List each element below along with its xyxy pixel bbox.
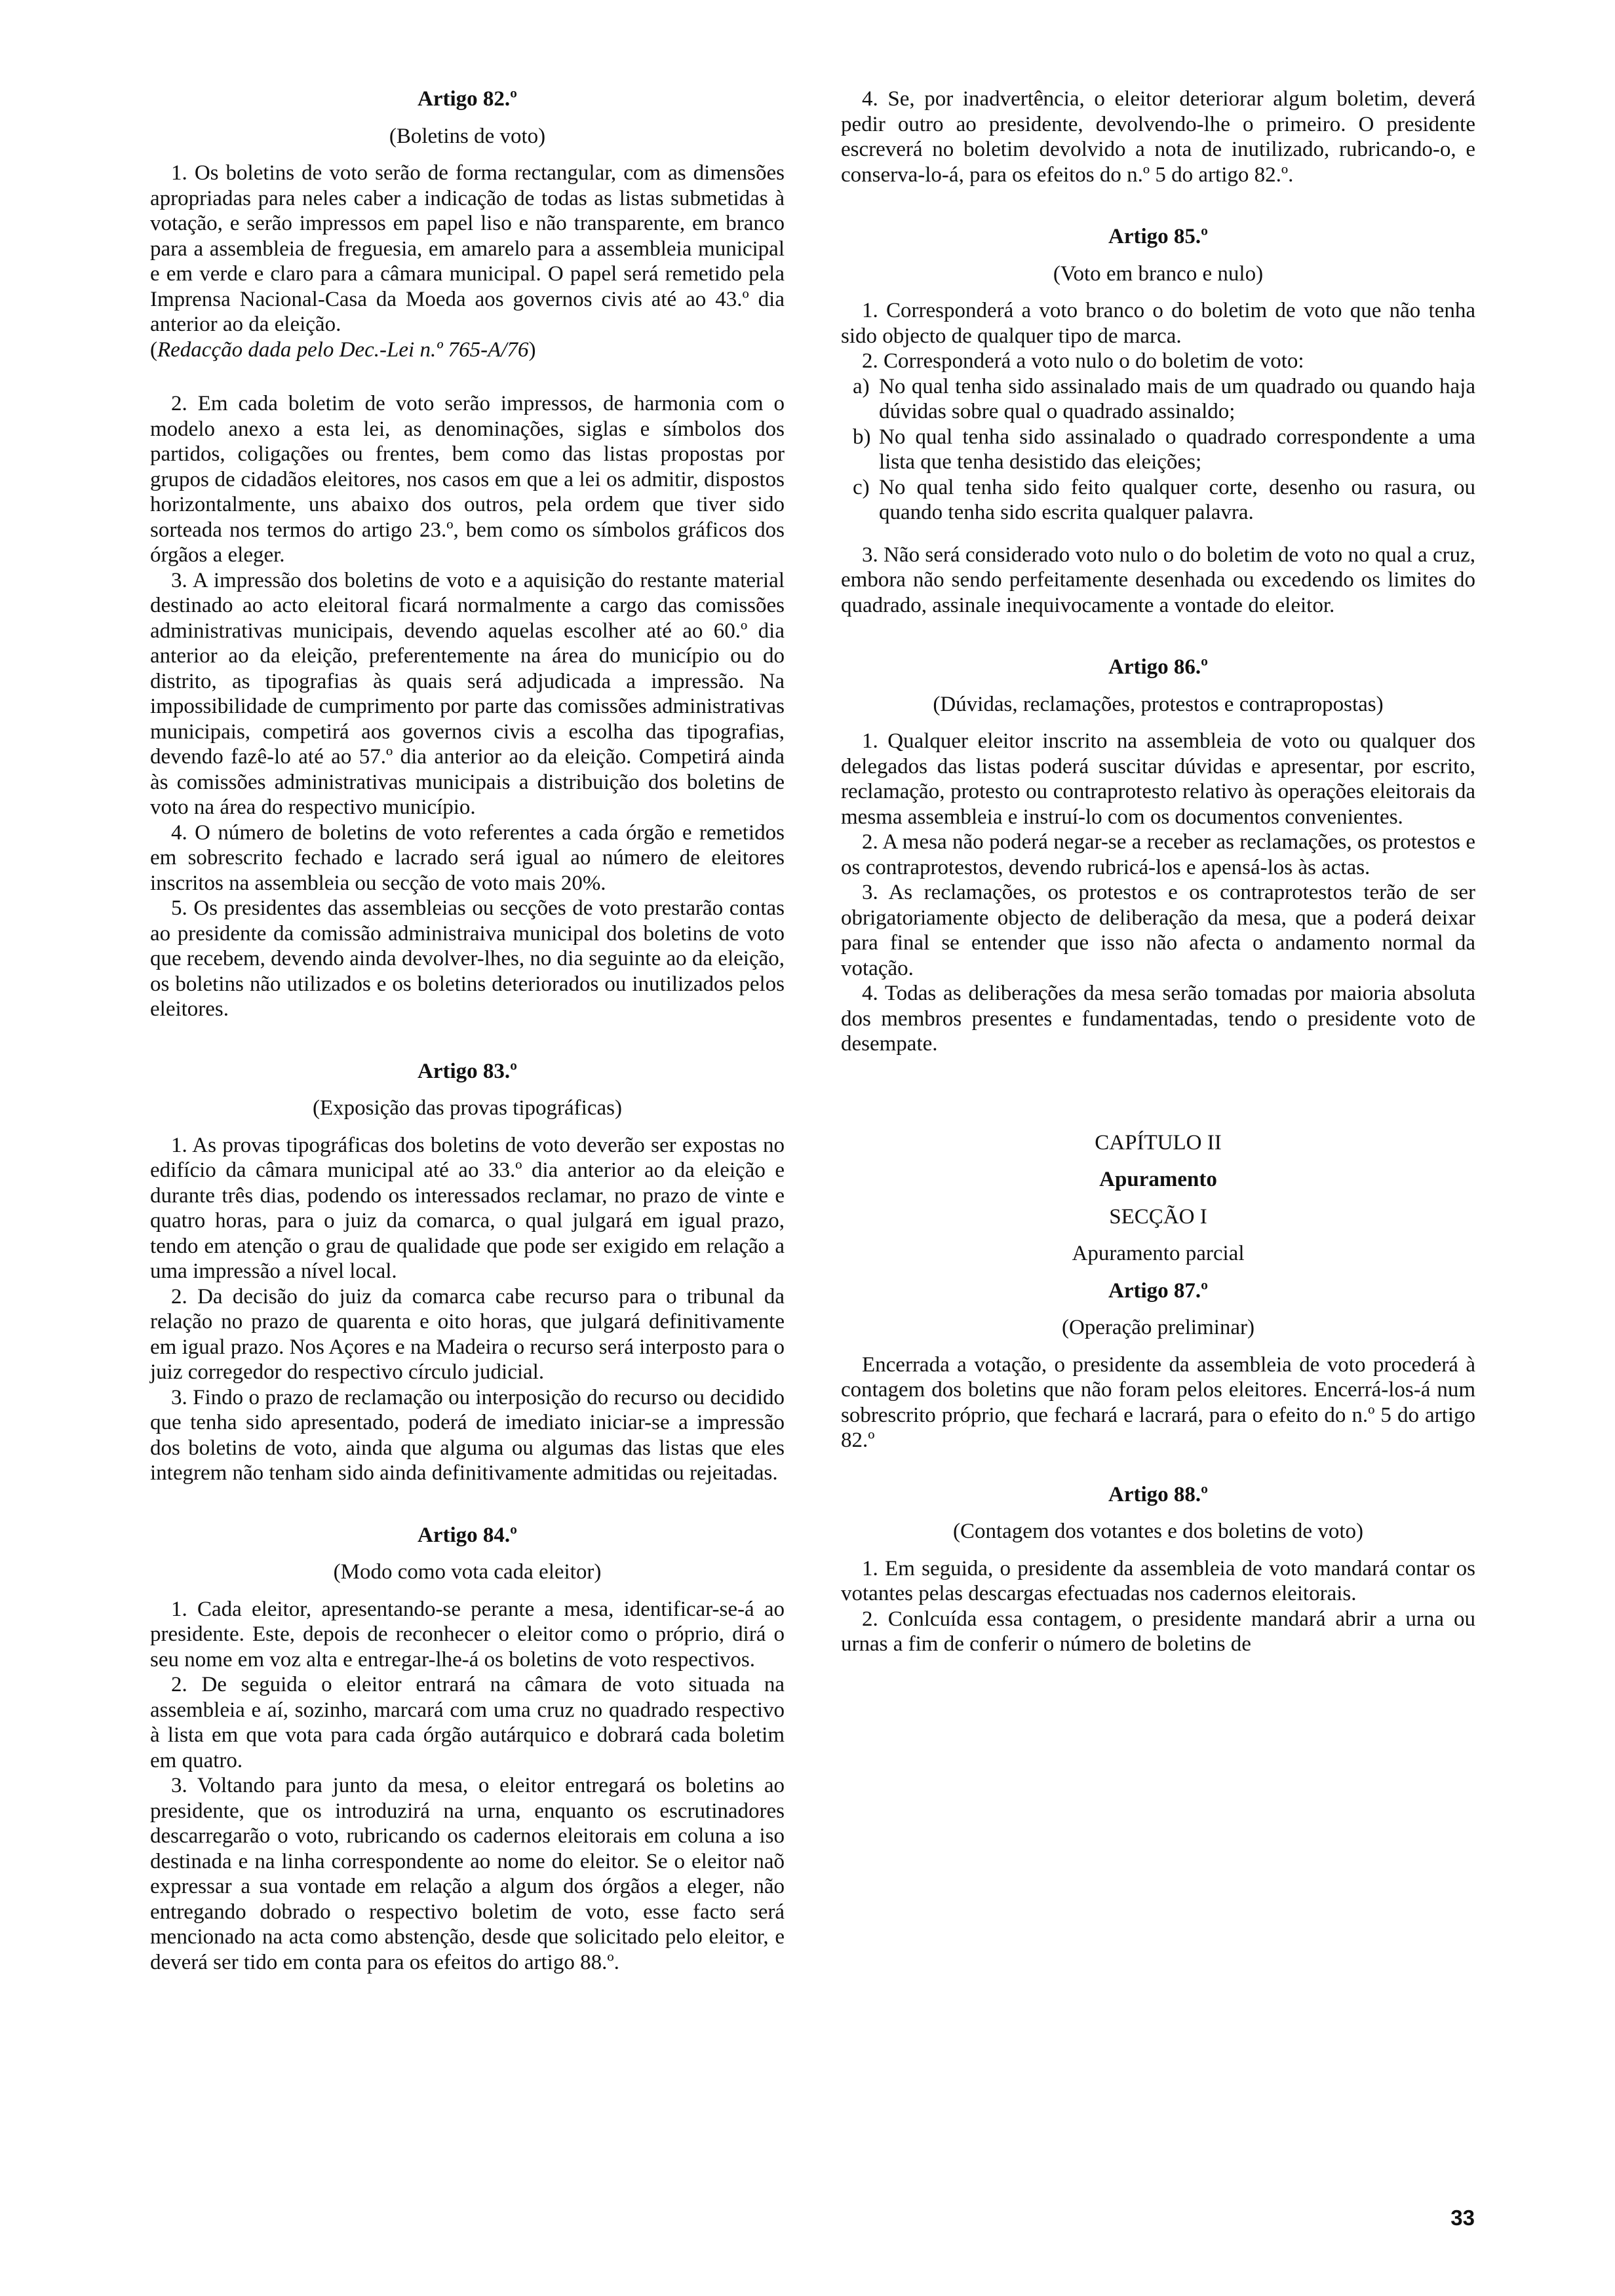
article-85-subtitle: ( Voto em branco e nulo ) [841,261,1475,287]
article-88-heading: Artigo 88.º [1108,1482,1209,1506]
item-marker: a) [853,374,870,398]
article-84-paragraph-2: 2. De seguida o eleitor entrará na câmara de voto situada na assembleia e aí, sozinho, marcará com uma cruz no quadrado respectivo à lista em que vota para cada órgão autárquico e dobrará cada boletim em quatro. [150,1673,785,1772]
article-83-paragraph-2: 2. Da decisão do juiz da comarca cabe recurso para o tribunal da relação no prazo de quarenta e oito horas, que julgará definitivamente em igual prazo. Nos Açores e na Madeira o recurso será interposto para o juiz corregedor do respectivo círculo judicial. [150,1284,785,1384]
article-87 [841,1278,1475,1453]
article-84-paragraph-3: 3. Voltando para junto da mesa, o eleitor entregará os boletins ao presidente, que os introduzirá na urna, enquanto os escrutinadores descarregarão o voto, rubricando os cadernos eleitorais em coluna a iso destinada e na linha correspondente ao nome do eleitor. Se o eleitor naõ expressar a sua vontade em relação a algum dos órgãos a eleger, não entregando dobrado o respectivo boletim de voto, esse facto será mencionado na acta como abstenção, desde que solicitado pelo eleitor, e deverá ser tido em conta para os efeitos do artigo 88.º. [150,1774,785,1974]
article-84-heading: Artigo 84.º [417,1523,518,1547]
article-85-heading: Artigo 85.º [1108,225,1209,248]
article-86-paragraph-2: 2. A mesa não poderá negar-se a receber as reclamações, os protestos e os contraprotestos, devendo rubricá-los e apensá-los às actas. [841,830,1475,879]
article-84 [150,1523,785,1976]
article-84-subtitle: ( Modo como vota cada eleitor ) [150,1559,785,1585]
article-83-paragraph-3: 3. Findo o prazo de reclamação ou interposição do recurso ou decidido que tenha sido apresentado, poderá de imediato iniciar-se a impressão dos boletins de voto, ainda que alguma ou algumas das listas que eles integrem não tenham sido ainda definitivamente admitidas ou rejeitadas. [150,1385,785,1485]
left-column [150,86,785,1975]
chapter-title: CAPÍTULO II [1095,1130,1222,1155]
article-86 [841,655,1475,1057]
article-86-subtitle: ( Dúvidas, reclamações, protestos e contrapropostas ) [841,692,1475,718]
article-87-subtitle: ( Operação preliminar ) [841,1315,1475,1341]
article-82-heading: Artigo 82.º [417,87,518,111]
page-number: 33 [1450,2206,1475,2230]
article-86-paragraph-3: 3. As reclamações, os protestos e os contraprotestos terão de ser obrigatoriamente objecto de deliberação da mesa, que a poderá deixar para final se entender que isso não afecta o andamento normal da votação. [841,881,1475,980]
section-name: Apuramento parcial [1072,1242,1245,1265]
article-82-paragraph-4: 4. O número de boletins de voto referentes a cada órgão e remetidos em sobrescrito fechado e lacrado será igual ao número de eleitores inscritos na assembleia ou secção de voto mais 20%. [150,820,785,895]
article-82-subtitle: ( Boletins de voto ) [150,124,785,149]
article-83 [150,1059,785,1486]
article-88-paragraph-1: 1. Em seguida, o presidente da assembleia de voto mandará contar os votantes pelas descargas efectuadas nos cadernos eleitorais. [841,1556,1475,1605]
item-marker: b) [853,425,871,449]
chapter-name: Apuramento [1099,1168,1217,1191]
article-85-paragraph-2: 2. Corresponderá a voto nulo o do boletim de voto: [862,349,1304,373]
article-85-item-a [841,374,1475,425]
article-86-heading: Artigo 86.º [1108,655,1209,679]
article-85-item-b [841,425,1475,475]
article-83-subtitle: ( Exposição das provas tipográficas ) [150,1096,785,1121]
article-82-paragraph-3: 3. A impressão dos boletins de voto e a aquisição do restante material destinado ao acto eleitoral ficará normalmente a cargo das comissões administrativas municipais, devendo aquelas escolher até ao 60.º dia anterior ao da eleição, preferentemente na área do município ou do distrito, as tipografias às quais será adjudicada a impressão. Na impossibilidade de cumprimento por parte das comissões administrativas municipais, competirá aos governos civis a escolha das tipografias, devendo fazê-lo até ao 57.º dia anterior ao da eleição. Competirá ainda às comissões administrativas municipais a distribuição dos boletins de voto na área do respectivo município. [150,568,785,819]
article-82-amendment-note: ( Redacção dada pelo Dec.-Lei n.º 765-A/76 ) [150,337,785,363]
article-87-heading: Artigo 87.º [1108,1278,1209,1303]
item-text: No qual tenha sido assinalado o quadrado correspondente a uma lista que tenha desistido das eleições; [879,425,1475,474]
article-88-paragraph-2: 2. Conlcuída essa contagem, o presidente mandará abrir a urna ou urnas a fim de conferir o número de boletins de [841,1607,1475,1656]
article-83-heading: Artigo 83.º [417,1059,518,1083]
article-82-paragraph-1: 1. Os boletins de voto serão de forma rectangular, com as dimensões apropriadas para neles caber a indicação de todas as listas submetidas à votação, e serão impressos em papel liso e não transparente, em branco para a assembleia de freguesia, em amarelo para a assembleia municipal e em verde e claro para a câmara municipal. O papel será remetido pela Imprensa Nacional-Casa da Moeda aos governos civis até ao 43.º dia anterior ao da eleição. [150,161,785,336]
article-88-subtitle: ( Contagem dos votantes e dos boletins de voto ) [841,1519,1475,1544]
item-text: No qual tenha sido assinalado mais de um quadrado ou quando haja dúvidas sobre qual o quadrado assinaldo; [879,374,1475,423]
section-title: SECÇÃO I [1109,1204,1207,1229]
article-88 [841,1482,1475,1657]
article-84-paragraph-1: 1. Cada eleitor, apresentando-se perante a mesa, identificar-se-á ao presidente. Este, depois de reconhecer o eleitor como o próprio, dirá o seu nome em voz alta e entregar-lhe-á os boletins de voto respectivos. [150,1597,785,1672]
article-86-paragraph-4: 4. Todas as deliberações da mesa serão tomadas por maioria absoluta dos membros presentes e fundamentadas, tendo o presidente voto de desempate. [841,982,1475,1056]
chapter-ii [841,1130,1475,1267]
article-82-paragraph-2: 2. Em cada boletim de voto serão impressos, de harmonia com o modelo anexo a esta lei, as denominações, siglas e símbolos dos partidos, coligações ou frentes, bem como das listas propostas por grupos de cidadãos eleitores, nos casos em que a lei os admitir, dispostos horizontalmente, uns abaixo dos outros, pela ordem que tiver sido sorteada nos termos do artigo 23.º, bem como os símbolos gráficos dos órgãos a eleger. [150,392,785,567]
article-87-paragraph-1: Encerrada a votação, o presidente da assembleia de voto procederá à contagem dos boletins que não foram pelos eleitores. Encerrá-los-á num sobrescrito próprio, que fechará e lacrará, para o efeito do n.º 5 do artigo 82.º [841,1352,1475,1452]
article-83-paragraph-1: 1. As provas tipográficas dos boletins de voto deverão ser expostas no edifício da câmara municipal até ao 33.º dia anterior ao da eleição e durante três dias, podendo os interessados reclamar, no prazo de vinte e quatro horas, para o juiz da comarca, o qual julgará em igual prazo, tendo em atenção o grau de qualidade que pode ser exigido em relação a uma impressão a nível local. [150,1133,785,1283]
article-82-paragraph-5: 5. Os presidentes das assembleias ou secções de voto prestarão contas ao presidente da comissão administraiva municipal dos boletins de voto que recebem, devendo ainda devolver-lhes, no dia seguinte ao da eleição, os boletins não utilizados e os boletins deteriorados ou inutilizados pelos eleitores. [150,896,785,1021]
article-84-paragraph-4: 4. Se, por inadvertência, o eleitor deteriorar algum boletim, deverá pedir outro ao presidente, devolvendo-lhe o primeiro. O presidente escreverá no boletim devolvido a nota de inutilizado, rubricando-o, e conserva-lo-á, para os efeitos do n.º 5 do artigo 82.º. [841,87,1475,187]
article-85-item-c [841,475,1475,526]
article-86-paragraph-1: 1. Qualquer eleitor inscrito na assembleia de voto ou qualquer dos delegados das listas poderá suscitar dúvidas e apresentar, por escrito, reclamação, protesto ou contraprotesto relativo às operações eleitorais da mesma assembleia e instruí-lo com os documentos convenientes. [841,729,1475,829]
article-82 [150,86,785,1022]
item-text: No qual tenha sido feito qualquer corte, desenho ou rasura, ou quando tenha sido escrita qualquer palavra. [879,475,1475,524]
article-85 [841,224,1475,618]
article-85-paragraph-3: 3. Não será considerado voto nulo o do boletim de voto no qual a cruz, embora não sendo perfeitamente desenhada ou excedendo os limites do quadrado, assinale inequivocamente a vontade do eleitor. [841,543,1475,617]
item-marker: c) [853,475,870,499]
article-84-continued [841,86,1475,187]
right-column [841,86,1475,1657]
article-85-paragraph-1: 1. Corresponderá a voto branco o do boletim de voto que não tenha sido objecto de qualquer tipo de marca. [841,299,1475,348]
